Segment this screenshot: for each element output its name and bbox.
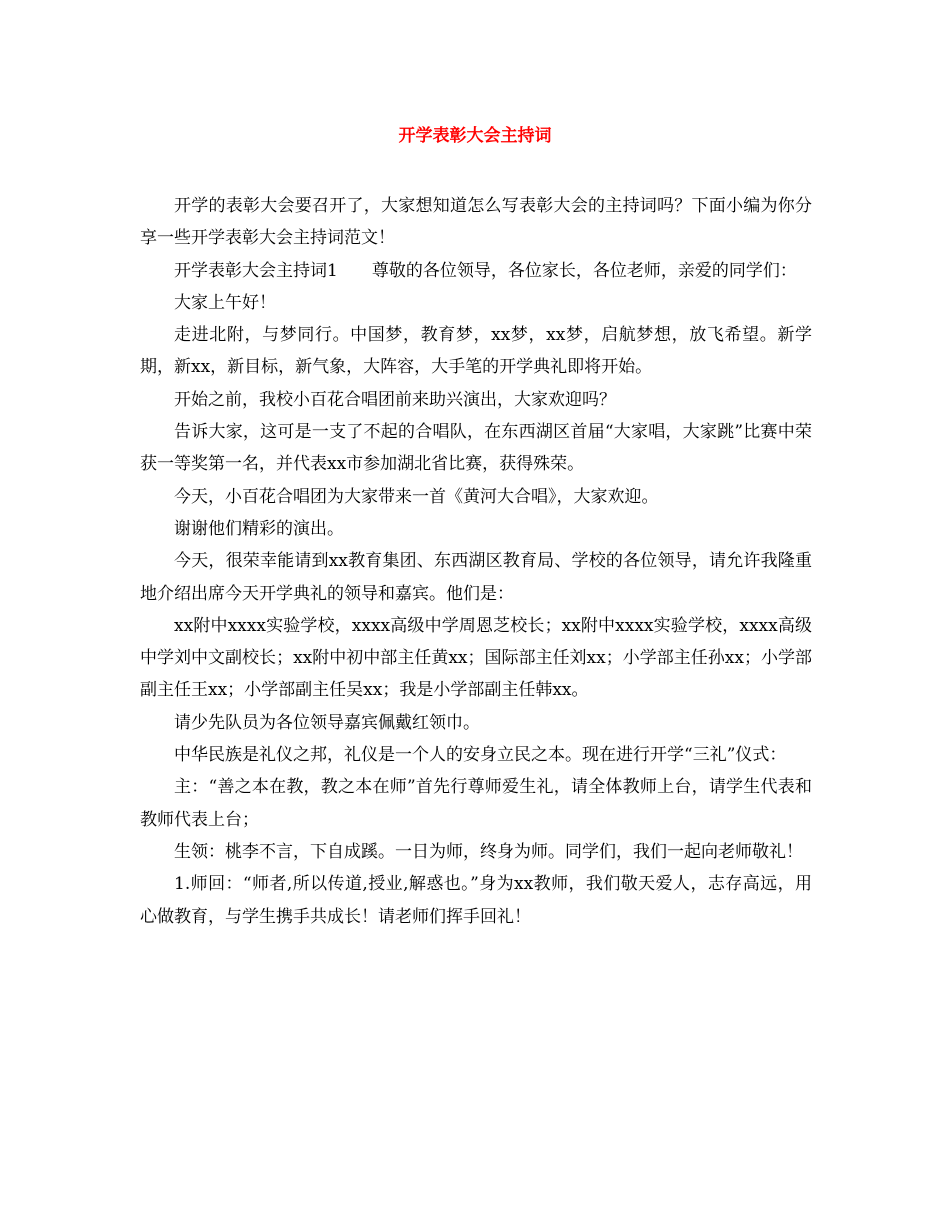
paragraph: 中华民族是礼仪之邦，礼仪是一个人的安身立民之本。现在进行开学“三礼”仪式： — [174, 745, 787, 766]
paragraph: 告诉大家，这可是一支了不起的合唱队，在东西湖区首届“大家唱，大家跳”比赛中荣获一等奖第一名，并代表xx市参加湖北省比赛，获得殊荣。 — [140, 422, 812, 475]
paragraph: 今天，小百花合唱团为大家带来一首《黄河大合唱》，大家欢迎。 — [174, 486, 659, 507]
document-title: 开学表彰大会主持词 — [398, 126, 552, 146]
paragraph: 开学的表彰大会要召开了，大家想知道怎么写表彰大会的主持词吗？下面小编为你分享一些开学表彰大会主持词范文！ — [140, 196, 812, 249]
paragraph: 谢谢他们精彩的演出。 — [174, 518, 344, 539]
paragraph: 走进北附，与梦同行。中国梦，教育梦，xx梦，xx梦，启航梦想，放飞希望。新学期，新xx，新目标，新气象，大阵容，大手笔的开学典礼即将开始。 — [140, 325, 812, 378]
paragraph: 生领：桃李不言，下自成蹊。一日为师，终身为师。同学们，我们一起向老师敬礼！ — [174, 841, 803, 862]
document-body — [140, 190, 812, 933]
paragraph: 开始之前，我校小百花合唱团前来助兴演出，大家欢迎吗？ — [174, 389, 616, 410]
paragraph: xx附中xxxx实验学校，xxxx高级中学周恩芝校长；xx附中xxxx实验学校，xxxx高级中学刘中文副校长；xx附中初中部主任黄xx；国际部主任刘xx；小学部主任孙xx；小学部副主任王xx；小学部副主任吴xx；我是小学部副主任韩xx。 — [140, 615, 812, 701]
paragraph: 主：“善之本在教，教之本在师”首先行尊师爱生礼，请全体教师上台，请学生代表和教师代表上台； — [140, 777, 812, 830]
paragraph: 1.师回：“师者,所以传道,授业,解惑也。”身为xx教师，我们敬天爱人，志存高远，用心做教育，与学生携手共成长！请老师们挥手回礼！ — [140, 874, 812, 927]
paragraph: 请少先队员为各位领导嘉宾佩戴红领巾。 — [174, 712, 480, 733]
paragraph: 大家上午好！ — [174, 292, 276, 313]
paragraph: 今天，很荣幸能请到xx教育集团、东西湖区教育局、学校的各位领导，请允许我隆重地介绍出席今天开学典礼的领导和嘉宾。他们是： — [140, 551, 812, 604]
paragraph: 开学表彰大会主持词1 尊敬的各位领导，各位家长，各位老师，亲爱的同学们： — [174, 260, 797, 281]
